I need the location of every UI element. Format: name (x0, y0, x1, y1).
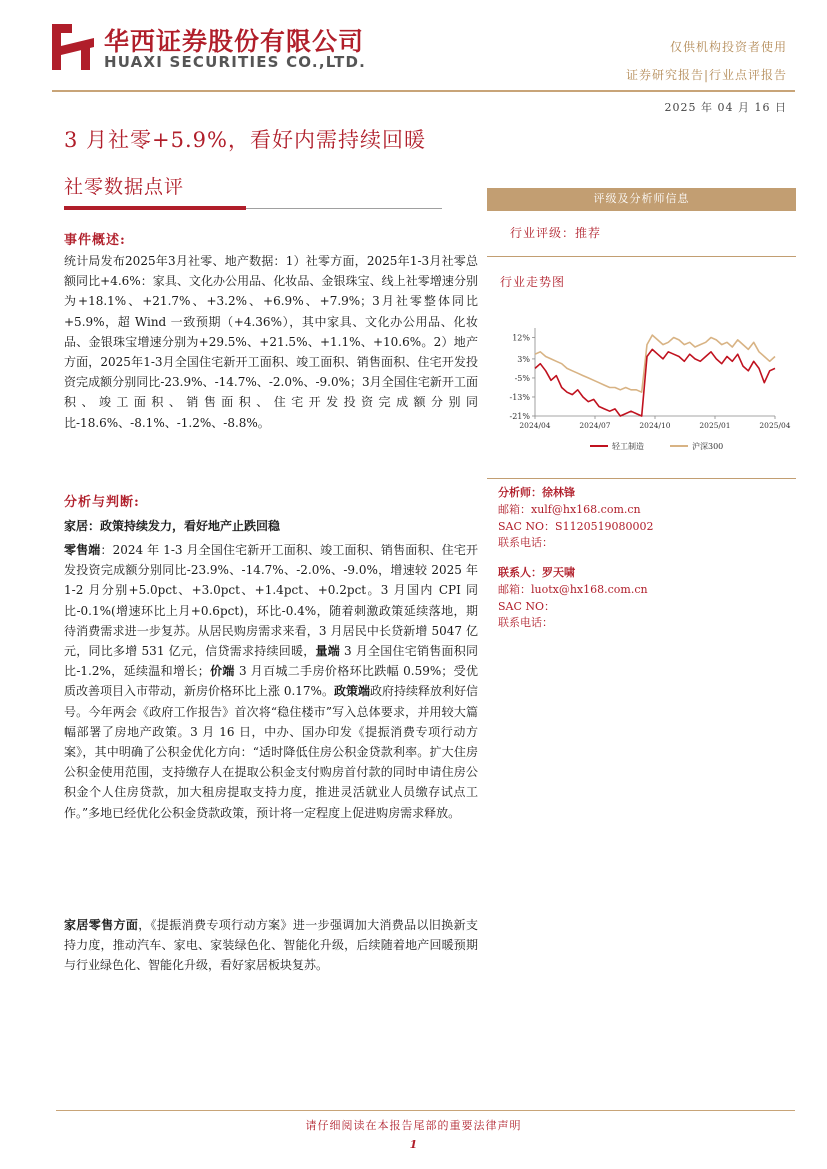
chart-series-line (535, 335, 775, 392)
analyst-2-name: 联系人：罗天啸 (498, 566, 575, 579)
chart-x-tick-label: 2025/04 (759, 421, 791, 430)
policy-label: 政策端 (333, 684, 370, 699)
analyst-1-phone: 联系电话： (498, 536, 553, 550)
report-title: 3 月社零+5.9%，看好内需持续回暖 (64, 128, 426, 152)
footer-divider (56, 1110, 795, 1111)
retail-label: 零售端 (64, 543, 101, 557)
home-retail-text: ，《提振消费专项行动方案》进一步强调加大消费品以旧换新支持力度，推动汽车、家电、家装绿色化、智能化升级，后续随着地产回暖预期与行业绿色化、智能化升级，看好家居板块复苏。 (64, 918, 478, 973)
volume-text: 3 月全国住宅销售面积同比-1.2%，延续温和增长； (64, 644, 478, 679)
price-label: 价端 (209, 664, 235, 679)
rating-box-title: 评级及分析师信息 (487, 188, 796, 210)
report-date: 2025 年 04 月 16 日 (664, 101, 787, 114)
rating-box-divider (487, 210, 796, 211)
chart-x-tick-label: 2024/07 (579, 421, 611, 430)
chart-y-tick-label: 3% (517, 354, 530, 364)
analyst-1-name: 分析师：徐林锋 (498, 486, 575, 499)
volume-label: 量端 (315, 644, 340, 659)
chart-y-tick-label: 12% (512, 333, 530, 343)
company-name-cn: 华西证券股份有限公司 (104, 27, 365, 56)
trend-line-chart (495, 318, 795, 458)
analyst-1-email[interactable]: 邮箱：xulf@hx168.com.cn (498, 502, 641, 516)
event-paragraph (64, 251, 478, 433)
subtitle-underline-grey (246, 208, 442, 209)
retail-text: ：2024 年 1-3 月全国住宅新开工面积、竣工面积、销售面积、住宅开发投资完成额分别同比-23.9%、-14.7%、-2.0%、-9.0%，增速较 2025 年 1-2 月分别+5.0pct、+3.0pct、+1.4pct、+0.2pct。3 月国内 CPI 同比-0.1%(增速环比上月+0.6pct)，环比-0.4%，随着刺激政策延续落地，期待消费需求进一步复苏。从居民购房需求来看，3 月居民中长贷新增 5047 亿元，同比多增 531 亿元，信贷需求持续回暖， (64, 543, 478, 659)
chart-y-tick-label: -13% (509, 392, 530, 402)
company-name-en: HUAXI SECURITIES CO.,LTD. (104, 53, 366, 71)
chart-x-tick-label: 2024/04 (519, 421, 551, 430)
chart-x-tick-label: 2025/01 (699, 421, 731, 430)
home-retail-label: 家居零售方面 (64, 918, 139, 932)
analysis-paragraph-1 (64, 540, 478, 823)
analysis-paragraph-2 (64, 915, 478, 976)
chart-y-tick-label: -5% (514, 373, 530, 383)
chart-y-tick-label: -21% (509, 412, 530, 421)
event-heading: 事件概述: (64, 233, 126, 248)
subtitle-underline-red (64, 206, 246, 210)
analyst-2-sac: SAC NO： (498, 599, 556, 613)
chart-legend-label: 轻工制造 (612, 442, 644, 451)
trend-chart-title: 行业走势图 (500, 275, 566, 289)
report-subtitle: 社零数据点评 (64, 176, 185, 198)
chart-x-tick-label: 2024/10 (639, 421, 671, 430)
analyst-1-sac: SAC NO：S1120519080002 (498, 519, 654, 533)
investor-notice: 仅供机构投资者使用 (669, 40, 787, 54)
rating-separator (487, 256, 796, 257)
chart-legend-label: 沪深300 (692, 442, 724, 451)
home-heading: 家居：政策持续发力，看好地产止跌回稳 (64, 519, 281, 533)
analyst-1 (498, 485, 654, 552)
industry-rating: 行业评级：推荐 (510, 226, 602, 240)
footer-disclaimer: 请仔细阅读在本报告尾部的重要法律声明 (305, 1119, 522, 1132)
huaxi-logo-icon (52, 24, 94, 70)
chart-series-line (535, 349, 775, 416)
report-type: 证券研究报告|行业点评报告 (625, 68, 787, 82)
analyst-2-email[interactable]: 邮箱：luotx@hx168.com.cn (498, 582, 648, 596)
price-text: 3 月百城二手房价格环比跌幅 0.59%；受优质改善项目入市带动，新房价格环比上涨 0.17%。 (64, 664, 478, 699)
analyst-2 (498, 565, 648, 632)
event-text: 统计局发布2025年3月社零、地产数据：1）社零方面，2025年1-3月社零总额同比+4.6%：家具、文化办公用品、化妆品、金银珠宝、线上社零增速分别为+18.1%、+21.7%、+3.2%、+6.9%、+7.9%；3月社零整体同比+5.9%，超 Wind 一致预期（+4.36%），其中家具、文化办公用品、化妆品、金银珠宝增速分别为+29.5%、+21.5%、+1.1%、+10.6%。2）地产方面，2025年1-3月全国住宅新开工面积、竣工面积、销售面积、住宅开发投资完成额分别同比-23.9%、-14.7%、-2.0%、-9.0%；3月全国住宅新开工面积、竣工面积、销售面积、住宅开发投资完成额分别同比-18.6%、-8.1%、-1.2%、-8.8%。 (64, 254, 478, 430)
analyst-2-phone: 联系电话： (498, 616, 553, 630)
analyst-separator (487, 478, 796, 479)
header-divider (52, 90, 795, 92)
policy-text: 政府持续释放利好信号。今年两会《政府工作报告》首次将“稳住楼市”写入总体要求，并用较大篇幅部署了房地产政策。3 月 16 日，中办、国办印发《提振消费专项行动方案》，其中明确了公积金优化方向：“适时降低住房公积金贷款利率。扩大住房公积金使用范围，支持缴存人在提取公积金支付购房首付款的同时申请住房公积金个人住房贷款，加大租房提取支持力度，推进灵活就业人员缴存试点工作。”多地已经优化公积金贷款政策，预计将一定程度上促进购房需求释放。 (64, 684, 478, 820)
analysis-heading: 分析与判断: (64, 495, 140, 510)
page-number: 1 (409, 1138, 418, 1151)
